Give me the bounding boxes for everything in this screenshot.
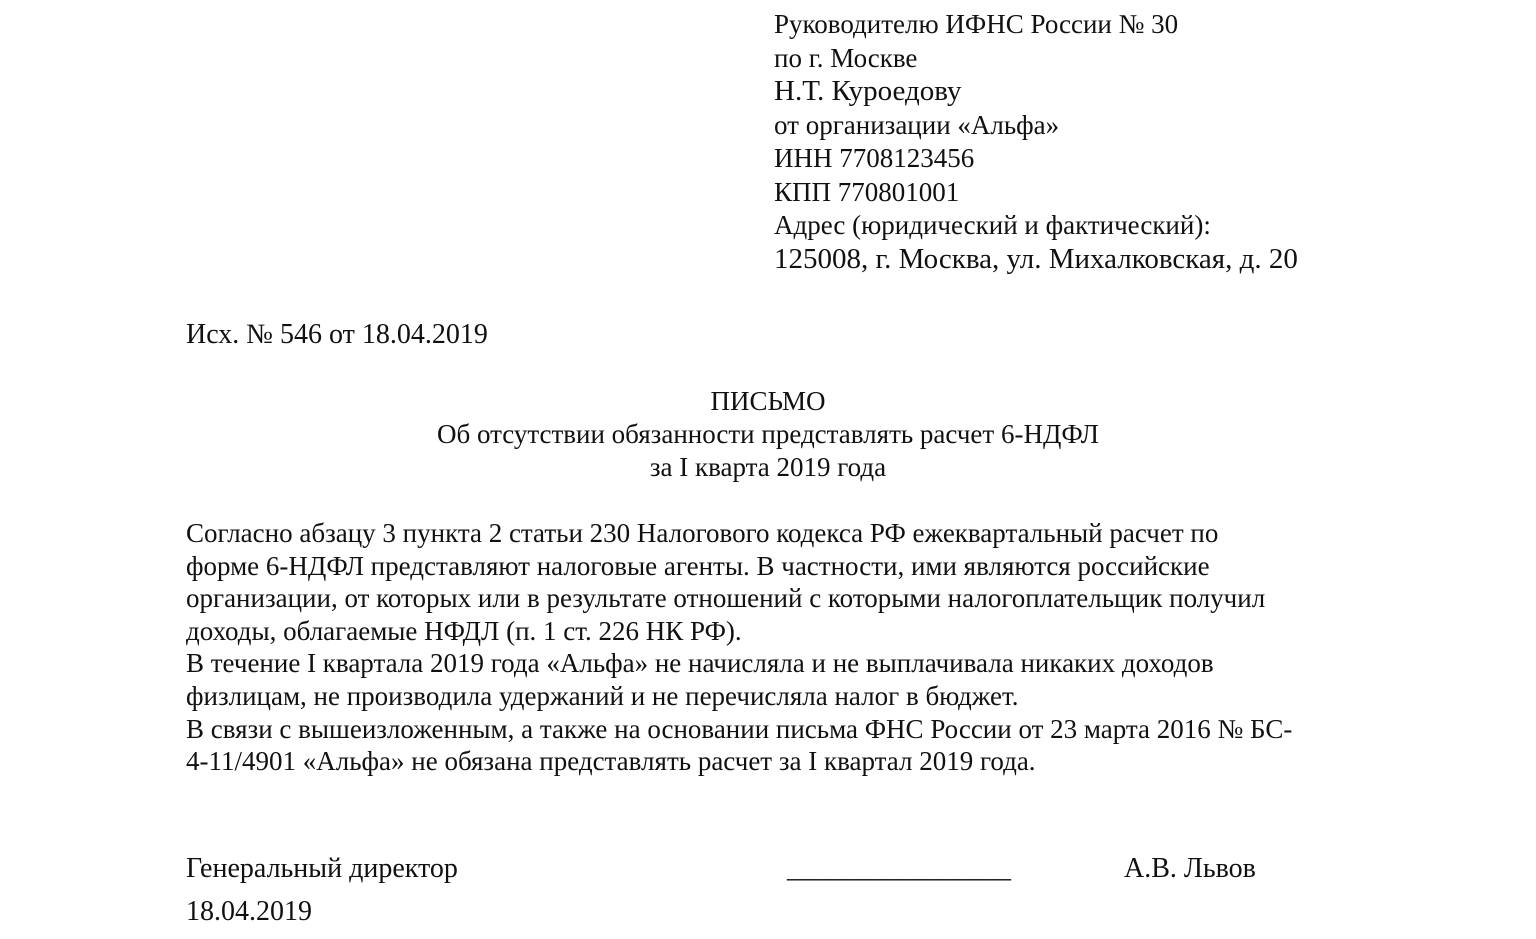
body-line: физлицам, не производила удержаний и не перечисляла налог в бюджет. <box>186 680 1019 711</box>
body-line: форме 6-НДФЛ представляют налоговые агенты. В частности, ими являются российские <box>186 550 1210 581</box>
body-line: 4-11/4901 «Альфа» не обязана представлять расчет за I квартал 2019 года. <box>186 746 1036 777</box>
letter-heading: ПИСЬМО <box>710 386 826 416</box>
recipient-line: Н.Т. Куроедову <box>774 75 962 107</box>
body-line: Согласно абзацу 3 пункта 2 статьи 230 Налогового кодекса РФ ежеквартальный расчет по <box>186 518 1219 548</box>
recipient-block <box>774 8 1494 276</box>
signer-name: А.В. Львов <box>1124 853 1256 884</box>
letter-subject: Об отсутствии обязанности представлять расчет 6-НДФЛ <box>436 419 1099 449</box>
body-line: В связи с вышеизложенным, а также на основании письма ФНС России от 23 марта 2016 № БС- <box>186 713 1293 744</box>
letter-title <box>0 385 1536 484</box>
body-line: В течение I квартала 2019 года «Альфа» не начисляла и не выплачивала никаких доходов <box>186 648 1214 679</box>
recipient-line: Руководителю ИФНС России № 30 <box>774 9 1179 39</box>
recipient-line: Адрес (юридический и фактический): <box>774 210 1211 240</box>
outgoing-number: Исх. № 546 от 18.04.2019 <box>186 319 488 350</box>
recipient-line: КПП 770801001 <box>774 176 960 207</box>
body-line: доходы, облагаемые НФДЛ (п. 1 ст. 226 НК РФ). <box>186 615 742 646</box>
letter-body <box>186 517 1366 778</box>
signature-date: 18.04.2019 <box>186 896 312 927</box>
recipient-line: от организации «Альфа» <box>774 109 1060 140</box>
signature-line: ________________ <box>787 853 1011 884</box>
signer-position: Генеральный директор <box>186 853 458 884</box>
letter-subject: за I кварта 2019 года <box>649 452 887 482</box>
recipient-line: по г. Москве <box>774 42 918 73</box>
recipient-line: ИНН 7708123456 <box>774 143 975 173</box>
body-line: организации, от которых или в результате отношений с которыми налогоплательщик получил <box>186 583 1266 614</box>
recipient-line: 125008, г. Москва, ул. Михалковская, д. 20 <box>774 242 1298 275</box>
